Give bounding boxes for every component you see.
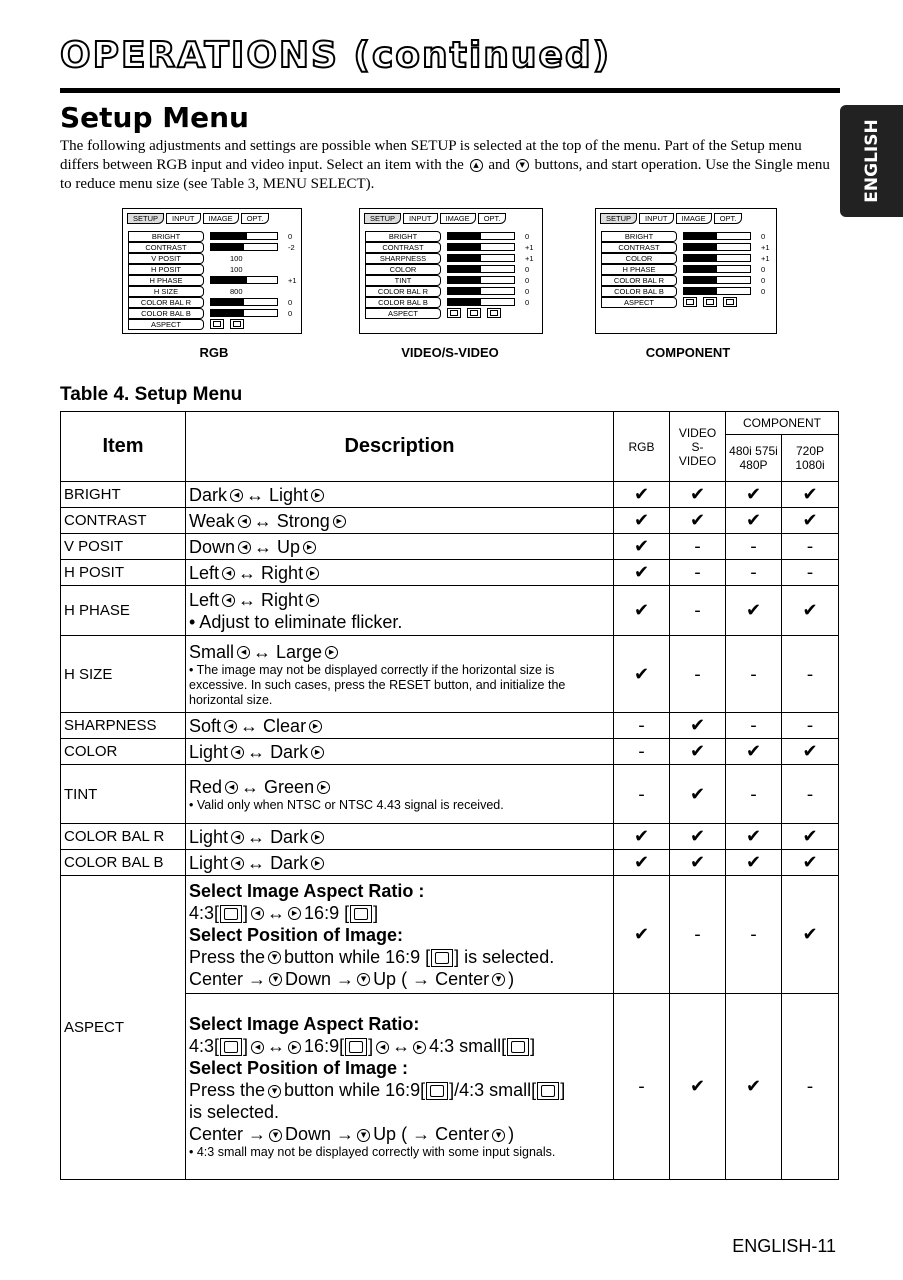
menu-item-label: BRIGHT [365, 231, 441, 242]
aspect-icon [723, 297, 737, 307]
table-row [61, 824, 839, 850]
left-button-icon: ◀ [231, 746, 244, 759]
check-mark: ✔ [670, 994, 726, 1180]
table-row [61, 713, 839, 739]
menu-row [128, 242, 295, 252]
menu-row [601, 242, 770, 252]
right-button-icon: ▶ [306, 594, 319, 607]
down-button-icon: ▼ [516, 159, 529, 172]
down-button-icon: ▼ [268, 1085, 281, 1098]
menu-item-value: 100 [230, 253, 243, 263]
menu-level-bar [210, 298, 278, 306]
menu-item-label: TINT [365, 275, 441, 286]
right-button-icon: ▶ [311, 831, 324, 844]
menu-item-label: CONTRAST [128, 242, 204, 253]
check-mark: ✔ [726, 739, 782, 765]
description-cell: Down ◀ ↔ Up ▶ [186, 534, 614, 560]
aspect-16-9-icon [426, 1082, 448, 1100]
description-cell: Small ◀ ↔ Large ▶ • The image may not be displayed correctly if the horizontal size is excessive. In such cases, press the RESET button, and initialize the horizontal size. [186, 636, 614, 713]
dash-mark: - [726, 765, 782, 824]
menu-item-value: 800 [230, 286, 243, 296]
menu-caption-component: COMPONENT [645, 345, 731, 360]
dash-mark: - [670, 560, 726, 586]
menu-item-label: COLOR [365, 264, 441, 275]
aspect-icon [447, 308, 461, 318]
aspect-small-icon [507, 1038, 529, 1056]
menu-row [365, 297, 529, 307]
menu-row [128, 286, 243, 296]
menu-item-value: -2 [288, 242, 295, 252]
menu-row [365, 242, 534, 252]
aspect-small-icon [537, 1082, 559, 1100]
down-button-icon: ▼ [269, 1129, 282, 1142]
item-cell: COLOR [61, 739, 186, 765]
menu-row [128, 231, 292, 241]
menu-item-label: CONTRAST [365, 242, 441, 253]
menu-level-bar [683, 254, 751, 262]
dash-mark: - [782, 765, 839, 824]
menu-row [601, 286, 765, 296]
menu-tab: INPUT [166, 213, 201, 224]
dash-mark: - [726, 534, 782, 560]
right-button-icon: ▶ [413, 1041, 426, 1054]
menu-item-value: 0 [288, 297, 293, 307]
menu-level-bar [447, 276, 515, 284]
right-button-icon: ▶ [288, 907, 301, 920]
right-button-icon: ▶ [303, 541, 316, 554]
dash-mark: - [670, 636, 726, 713]
table-row [61, 765, 839, 824]
menu-level-bar [447, 287, 515, 295]
description-note: • 4:3 small may not be displayed correctly with some input signals. [189, 1145, 556, 1159]
up-button-icon: ▼ [357, 973, 370, 986]
menu-item-value: 0 [761, 231, 766, 241]
table-title: Table 4. Setup Menu [60, 384, 243, 405]
table-row [61, 850, 839, 876]
item-cell: CONTRAST [61, 508, 186, 534]
menu-item-value: +1 [288, 275, 297, 285]
menu-item-label: ASPECT [601, 297, 677, 308]
header-component-sd: 480i 575i 480P [726, 435, 782, 482]
menu-item-value: 0 [761, 264, 766, 274]
header-component-hd: 720P 1080i [782, 435, 839, 482]
menu-level-bar [447, 298, 515, 306]
menu-item-label: BRIGHT [128, 231, 204, 242]
left-button-icon: ◀ [224, 720, 237, 733]
check-mark: ✔ [670, 824, 726, 850]
menu-item-value: +1 [761, 253, 770, 263]
aspect-16-9-icon [431, 949, 453, 967]
left-button-icon: ◀ [222, 567, 235, 580]
check-mark: ✔ [726, 994, 782, 1180]
dash-mark: - [782, 713, 839, 739]
aspect-icon [467, 308, 481, 318]
menu-item-label: COLOR BAL B [365, 297, 441, 308]
check-mark: ✔ [670, 482, 726, 508]
description-cell: Left ◀ ↔ Right ▶ [186, 560, 614, 586]
left-button-icon: ◀ [238, 541, 251, 554]
description-cell: Light ◀ ↔ Dark ▶ [186, 824, 614, 850]
menu-row [128, 275, 297, 285]
up-button-icon: ▲ [470, 159, 483, 172]
menu-item-value: 0 [525, 231, 530, 241]
check-mark: ✔ [614, 636, 670, 713]
dash-mark: - [670, 876, 726, 994]
menu-screenshot-rgb [122, 208, 302, 334]
right-button-icon: ▶ [306, 567, 319, 580]
language-tab [840, 105, 903, 217]
aspect-icon [230, 319, 244, 329]
table-row [61, 560, 839, 586]
menu-level-bar [447, 232, 515, 240]
menu-tab: OPT. [478, 213, 507, 224]
description-note: • The image may not be displayed correctly if the horizontal size is excessive. In such cases, press the RESET button, and initialize the horizontal size. [189, 662, 566, 707]
table-row [61, 876, 839, 994]
check-mark: ✔ [782, 824, 839, 850]
dash-mark: - [726, 636, 782, 713]
item-cell: BRIGHT [61, 482, 186, 508]
menu-row [128, 308, 292, 318]
description-note: • Valid only when NTSC or NTSC 4.43 signal is received. [189, 797, 504, 812]
description-cell: Weak ◀ ↔ Strong ▶ [186, 508, 614, 534]
check-mark: ✔ [782, 850, 839, 876]
menu-tab: OPT. [714, 213, 743, 224]
menu-item-label: H PHASE [128, 275, 204, 286]
check-mark: ✔ [614, 534, 670, 560]
menu-item-value: +1 [525, 253, 534, 263]
setup-menu-table [60, 411, 839, 1180]
left-button-icon: ◀ [230, 489, 243, 502]
menu-item-label: COLOR BAL B [128, 308, 204, 319]
menu-row [128, 253, 243, 263]
menu-row [128, 264, 243, 274]
menu-item-label: COLOR BAL B [601, 286, 677, 297]
menu-item-value: +1 [761, 242, 770, 252]
item-cell: V POSIT [61, 534, 186, 560]
check-mark: ✔ [726, 824, 782, 850]
check-mark: ✔ [782, 482, 839, 508]
intro-paragraph [60, 137, 830, 194]
menu-row [128, 319, 244, 329]
left-button-icon: ◀ [225, 781, 238, 794]
menu-item-label: H POSIT [128, 264, 204, 275]
check-mark: ✔ [726, 482, 782, 508]
menu-level-bar [683, 232, 751, 240]
right-button-icon: ▶ [311, 746, 324, 759]
left-button-icon: ◀ [231, 831, 244, 844]
check-mark: ✔ [782, 508, 839, 534]
aspect-icon [683, 297, 697, 307]
right-button-icon: ▶ [311, 857, 324, 870]
menu-item-label: SHARPNESS [365, 253, 441, 264]
item-cell: COLOR BAL B [61, 850, 186, 876]
check-mark: ✔ [670, 765, 726, 824]
dash-mark: - [726, 713, 782, 739]
aspect-4-3-icon [220, 1038, 242, 1056]
description-cell: Left ◀ ↔ Right ▶ • Adjust to eliminate flicker. [186, 586, 614, 636]
description-cell: Select Image Aspect Ratio : 4:3[ ] ◀ ↔ ▶ 16:9 [ ] Select Position of Image: Press the ▼ button while 16:9 [ ] is selected. Center → ▼ Down → ▼ Up ( → Center ▼ ) [186, 876, 614, 994]
menu-item-value: 0 [288, 231, 293, 241]
menu-row [601, 253, 770, 263]
aspect-16-9-icon [345, 1038, 367, 1056]
right-button-icon: ▶ [325, 646, 338, 659]
menu-level-bar [210, 276, 278, 284]
aspect-4-3-icon [220, 905, 242, 923]
check-mark: ✔ [614, 850, 670, 876]
header-rule [60, 88, 840, 93]
dash-mark: - [782, 636, 839, 713]
menu-level-bar [210, 232, 278, 240]
table-row [61, 534, 839, 560]
menu-item-label: V POSIT [128, 253, 204, 264]
menu-item-value: 0 [761, 275, 766, 285]
menu-item-label: BRIGHT [601, 231, 677, 242]
dash-mark: - [782, 994, 839, 1180]
language-tab-label: ENGLISH [861, 119, 882, 203]
item-cell: ASPECT [61, 876, 186, 1180]
intro-text-and: and [488, 157, 510, 173]
dash-mark: - [670, 586, 726, 636]
intro-text-1: The following adjustments and settings are possible when SETUP is selected at the top of the menu. Part of the Setup menu differs between RGB input and video input. Select an item with the [60, 138, 802, 173]
description-note: • Adjust to eliminate flicker. [189, 611, 403, 632]
intro-text-2: buttons, and start operation. Use the Single menu to reduce menu size (see Table 3, MENU SELECT). [60, 157, 830, 192]
menu-level-bar [210, 243, 278, 251]
menu-item-label: ASPECT [128, 319, 204, 330]
menu-level-bar [683, 287, 751, 295]
menu-tab: IMAGE [676, 213, 712, 224]
menu-item-label: H PHASE [601, 264, 677, 275]
page-header-title: OPERATIONS (continued) [60, 35, 612, 76]
table-row [61, 482, 839, 508]
description-cell: Light ◀ ↔ Dark ▶ [186, 850, 614, 876]
menu-item-label: COLOR BAL R [365, 286, 441, 297]
item-cell: SHARPNESS [61, 713, 186, 739]
menu-row [601, 297, 737, 307]
menu-tab: SETUP [364, 213, 401, 224]
left-button-icon: ◀ [251, 907, 264, 920]
check-mark: ✔ [614, 824, 670, 850]
item-cell: TINT [61, 765, 186, 824]
menu-item-value: 100 [230, 264, 243, 274]
menu-item-label: COLOR BAL R [128, 297, 204, 308]
check-mark: ✔ [726, 586, 782, 636]
item-cell: COLOR BAL R [61, 824, 186, 850]
menu-level-bar [683, 243, 751, 251]
menu-caption-rgb: RGB [199, 345, 229, 360]
check-mark: ✔ [614, 482, 670, 508]
down-button-icon: ▼ [492, 1129, 505, 1142]
menu-item-label: CONTRAST [601, 242, 677, 253]
check-mark: ✔ [782, 739, 839, 765]
dash-mark: - [782, 560, 839, 586]
section-title: Setup Menu [60, 101, 249, 134]
menu-level-bar [683, 265, 751, 273]
menu-tab: IMAGE [440, 213, 476, 224]
table-row [61, 636, 839, 713]
menu-tab: SETUP [600, 213, 637, 224]
menu-item-label: COLOR [601, 253, 677, 264]
left-button-icon: ◀ [231, 857, 244, 870]
menu-row [365, 231, 529, 241]
left-button-icon: ◀ [222, 594, 235, 607]
check-mark: ✔ [670, 508, 726, 534]
dash-mark: - [670, 534, 726, 560]
menu-item-value: +1 [525, 242, 534, 252]
down-button-icon: ▼ [492, 973, 505, 986]
menu-caption-video: VIDEO/S-VIDEO [401, 345, 499, 360]
down-button-icon: ▼ [269, 973, 282, 986]
left-button-icon: ◀ [251, 1041, 264, 1054]
check-mark: ✔ [614, 586, 670, 636]
table-row [61, 739, 839, 765]
check-mark: ✔ [670, 850, 726, 876]
header-rgb: RGB [614, 412, 670, 482]
description-cell: Dark ◀ ↔ Light ▶ [186, 482, 614, 508]
item-cell: H PHASE [61, 586, 186, 636]
header-video: VIDEO S-VIDEO [670, 412, 726, 482]
aspect-icon [703, 297, 717, 307]
menu-row [601, 231, 765, 241]
check-mark: ✔ [782, 876, 839, 994]
table-row [61, 508, 839, 534]
menu-row [365, 286, 529, 296]
left-button-icon: ◀ [237, 646, 250, 659]
description-cell: Red ◀ ↔ Green ▶ • Valid only when NTSC or NTSC 4.43 signal is received. [186, 765, 614, 824]
menu-screenshot-video [359, 208, 543, 334]
dash-mark: - [726, 560, 782, 586]
item-cell: H SIZE [61, 636, 186, 713]
menu-tab: INPUT [403, 213, 438, 224]
right-button-icon: ▶ [317, 781, 330, 794]
menu-item-label: ASPECT [365, 308, 441, 319]
dash-mark: - [614, 739, 670, 765]
header-item: Item [61, 412, 186, 482]
menu-screenshot-component [595, 208, 777, 334]
up-button-icon: ▼ [357, 1129, 370, 1142]
aspect-icon [210, 319, 224, 329]
header-description: Description [186, 412, 614, 482]
menu-row [365, 308, 501, 318]
menu-row [128, 297, 292, 307]
dash-mark: - [614, 765, 670, 824]
left-button-icon: ◀ [238, 515, 251, 528]
menu-level-bar [447, 243, 515, 251]
menu-level-bar [683, 276, 751, 284]
menu-tab: INPUT [639, 213, 674, 224]
menu-item-label: COLOR BAL R [601, 275, 677, 286]
dash-mark: - [726, 876, 782, 994]
menu-tab: SETUP [127, 213, 164, 224]
header-component: COMPONENT [726, 412, 839, 435]
menu-level-bar [210, 309, 278, 317]
right-button-icon: ▶ [311, 489, 324, 502]
check-mark: ✔ [614, 508, 670, 534]
menu-row [601, 264, 765, 274]
description-cell: Soft ◀ ↔ Clear ▶ [186, 713, 614, 739]
dash-mark: - [614, 994, 670, 1180]
check-mark: ✔ [670, 739, 726, 765]
right-button-icon: ▶ [288, 1041, 301, 1054]
menu-item-label: H SIZE [128, 286, 204, 297]
check-mark: ✔ [726, 850, 782, 876]
menu-item-value: 0 [525, 275, 530, 285]
page-number: ENGLISH-11 [732, 1236, 836, 1256]
menu-row [601, 275, 765, 285]
item-cell: H POSIT [61, 560, 186, 586]
menu-level-bar [447, 254, 515, 262]
description-cell: Select Image Aspect Ratio: 4:3[ ] ◀ ↔ ▶ 16:9[ ] ◀ ↔ ▶ 4:3 small[ ] Select Position of Image : Press the ▼ button while 16:9[ ]/4:3 small[ ] is selected. Center → ▼ Down → ▼ Up ( → Center ▼ ) • 4:3 small may not be displayed correctly with some input signals. [186, 994, 614, 1180]
menu-row [365, 275, 529, 285]
check-mark: ✔ [614, 876, 670, 994]
table-row [61, 586, 839, 636]
menu-item-value: 0 [525, 264, 530, 274]
check-mark: ✔ [614, 560, 670, 586]
menu-tab: IMAGE [203, 213, 239, 224]
down-button-icon: ▼ [268, 951, 281, 964]
menu-item-value: 0 [525, 297, 530, 307]
left-button-icon: ◀ [376, 1041, 389, 1054]
menu-tab: OPT. [241, 213, 270, 224]
description-cell: Light ◀ ↔ Dark ▶ [186, 739, 614, 765]
menu-row [365, 253, 534, 263]
dash-mark: - [614, 713, 670, 739]
right-button-icon: ▶ [309, 720, 322, 733]
aspect-16-9-icon [350, 905, 372, 923]
aspect-icon [487, 308, 501, 318]
check-mark: ✔ [726, 508, 782, 534]
menu-item-value: 0 [525, 286, 530, 296]
check-mark: ✔ [782, 586, 839, 636]
menu-level-bar [447, 265, 515, 273]
dash-mark: - [782, 534, 839, 560]
check-mark: ✔ [670, 713, 726, 739]
right-button-icon: ▶ [333, 515, 346, 528]
menu-item-value: 0 [761, 286, 766, 296]
menu-row [365, 264, 529, 274]
menu-item-value: 0 [288, 308, 293, 318]
